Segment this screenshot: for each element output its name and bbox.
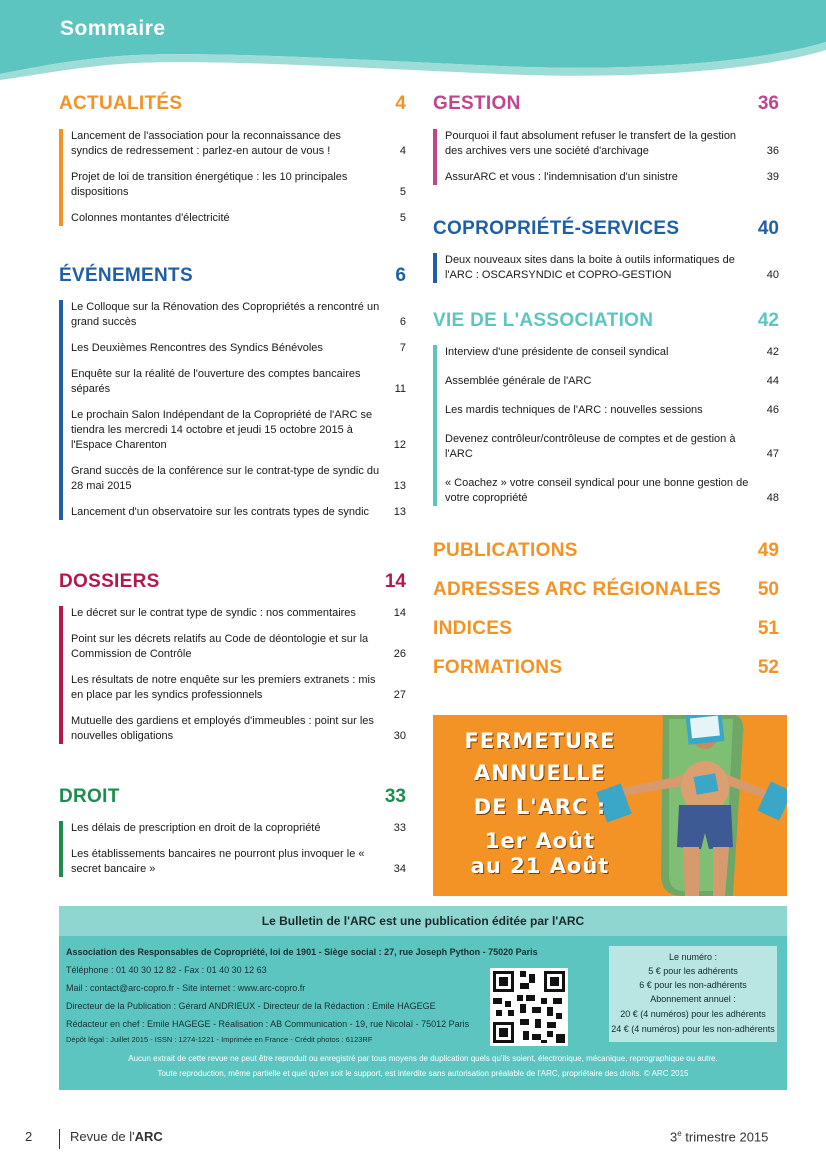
copyright-notice: Aucun extrait de cette revue ne peut être reproduit ou enregistré par tous moyens de duplication quels qu'ils soient, électronique, mécanique, reprographique ou autre. (128, 1054, 718, 1063)
info-line: Téléphone : 01 40 30 12 82 - Fax : 01 40 30 12 63 (66, 965, 267, 975)
toc-entry-page: 33 (393, 822, 406, 834)
toc-entry[interactable] (71, 632, 406, 662)
toc-entry-text: Mutuelle des gardiens et employés d'immeubles : point sur les nouvelles obligations (71, 715, 374, 742)
promo-line: au 21 Août (470, 854, 610, 878)
toc-entry-page: 6 (399, 316, 406, 328)
toc-entry-text: Les mardis techniques de l'ARC : nouvelles sessions (445, 404, 703, 416)
issue-label (670, 1129, 768, 1144)
section-page-number: 33 (384, 786, 406, 807)
section-color-bar (433, 253, 437, 283)
section-page-number: 51 (757, 618, 779, 639)
toc-entry[interactable] (71, 606, 406, 621)
toc-entry-page: 30 (393, 730, 406, 742)
toc-entry-text: « Coachez » votre conseil syndical pour une bonne gestion de votre copropriété (445, 477, 749, 504)
section-copropriete-services (433, 218, 779, 283)
section-title[interactable]: DOSSIERS (59, 571, 160, 592)
toc-entry-text: Devenez contrôleur/contrôleuse de comptes et de gestion à l'ARC (445, 433, 736, 460)
info-line[interactable]: Mail : contact@arc-copro.fr - Site internet : www.arc-copro.fr (66, 983, 306, 993)
promo-line: 1er Août (484, 829, 596, 853)
qr-code[interactable] (490, 968, 568, 1046)
issue-period: trimestre 2015 (681, 1129, 769, 1145)
toc-entry[interactable] (71, 408, 406, 453)
toc-entry[interactable] (71, 847, 406, 877)
toc-link-adresses[interactable] (433, 579, 779, 605)
toc-entry[interactable] (445, 129, 779, 159)
copyright-notice: Toute reproduction, même partielle et quel qu'en soit le support, est interdite sans autorisation préalable de l'ARC, propriétaire des droits. © ARC 2015 (157, 1069, 689, 1078)
publication-info-title: Le Bulletin de l'ARC est une publication éditée par l'ARC (261, 914, 585, 928)
toc-entry[interactable] (71, 673, 406, 703)
price-line: 6 € pour les non-adhérents (639, 980, 747, 990)
toc-entry-text: Grand succès de la conférence sur le contrat-type de syndic du 28 mai 2015 (71, 465, 380, 492)
price-line: Abonnement annuel : (650, 994, 736, 1004)
toc-entry[interactable] (71, 129, 406, 159)
toc-entry-page: 14 (393, 607, 406, 619)
toc-entry[interactable] (445, 432, 779, 462)
section-title: FORMATIONS (433, 657, 563, 678)
info-line: Directeur de la Publication : Gérard ANDRIEUX - Directeur de la Rédaction : Emile HAGEGE (66, 1001, 436, 1011)
section-page-number: 50 (757, 579, 779, 600)
section-actualites (59, 93, 406, 226)
section-color-bar (433, 129, 437, 185)
toc-entry-page: 40 (766, 269, 779, 281)
toc-entry-page: 36 (766, 145, 779, 157)
section-page-number: 42 (757, 310, 779, 331)
toc-entry[interactable] (445, 374, 779, 389)
section-vie-association (433, 310, 779, 506)
toc-entry-text: Interview d'une présidente de conseil syndical (445, 346, 669, 358)
toc-entry-text: Lancement de l'association pour la reconnaissance des syndics de redressement : parlez-en autour de vous ! (71, 130, 341, 157)
toc-entry[interactable] (71, 367, 406, 397)
toc-entry-text: Les résultats de notre enquête sur les premiers extranets : mis en place par les syndics professionnels (71, 674, 376, 701)
issue-number: 3 (670, 1129, 678, 1145)
issue-ordinal: e (677, 1129, 682, 1138)
toc-entry-text: Deux nouveaux sites dans la boite à outils informatiques de l'ARC : OSCARSYNDIC et COPRO-GESTION (445, 254, 735, 281)
price-line: Le numéro : (668, 952, 718, 962)
toc-entry-text: Lancement d'un observatoire sur les contrats types de syndic (71, 506, 370, 518)
toc-entry-page: 34 (393, 863, 406, 875)
section-page-number: 6 (395, 265, 406, 286)
page-title: Sommaire (60, 17, 166, 40)
section-page-number: 49 (757, 540, 779, 561)
toc-entry-page: 46 (766, 404, 779, 416)
toc-entry-page: 44 (766, 375, 779, 387)
toc-entry[interactable] (71, 505, 406, 520)
toc-entry[interactable] (71, 714, 406, 744)
section-color-bar (59, 606, 63, 744)
info-line: Association des Responsables de Copropriété, loi de 1901 - Siège social : 27, rue Joseph Python - 75020 Paris (66, 947, 538, 957)
toc-entry-page: 48 (766, 492, 779, 504)
section-title[interactable]: GESTION (433, 93, 521, 114)
toc-entry-text: Assemblée générale de l'ARC (445, 375, 592, 387)
toc-entry-text: AssurARC et vous : l'indemnisation d'un sinistre (445, 171, 678, 183)
section-droit (59, 786, 406, 877)
section-title: INDICES (433, 618, 513, 639)
toc-entry-text: Les délais de prescription en droit de la copropriété (71, 822, 321, 834)
toc-entry-page: 7 (399, 342, 406, 354)
toc-entry-page: 39 (766, 171, 779, 183)
section-gestion (433, 93, 779, 185)
toc-entry[interactable] (445, 253, 779, 283)
footer-divider (59, 1129, 60, 1149)
section-page-number: 36 (757, 93, 779, 114)
section-page-number: 4 (395, 93, 406, 114)
section-title[interactable]: DROIT (59, 786, 120, 807)
toc-entry-page: 12 (393, 439, 406, 451)
toc-entry-text: Pourquoi il faut absolument refuser le transfert de la gestion des archives vers une société d'archivage (445, 130, 737, 157)
section-title[interactable]: COPROPRIÉTÉ-SERVICES (433, 218, 680, 239)
toc-entry-text: Les Deuxièmes Rencontres des Syndics Bénévoles (71, 342, 323, 354)
toc-entry-text: Point sur les décrets relatifs au Code de déontologie et sur la Commission de Contrôle (71, 633, 369, 660)
toc-entry-page: 27 (393, 689, 406, 701)
section-title: PUBLICATIONS (433, 540, 578, 561)
closure-announcement (433, 715, 787, 896)
toc-entry-page: 26 (393, 648, 406, 660)
section-title[interactable]: VIE DE L'ASSOCIATION (433, 310, 654, 331)
toc-entry[interactable] (71, 341, 406, 356)
toc-entry-page: 5 (399, 186, 406, 198)
toc-entry-page: 47 (766, 448, 779, 460)
toc-entry-text: Enquête sur la réalité de l'ouverture des comptes bancaires séparés (71, 368, 361, 395)
page-header (0, 0, 826, 80)
info-line: Dépôt légal : Juillet 2015 - ISSN : 1274-1221 - Imprimée en France - Crédit photos : 6123RF (66, 1035, 373, 1044)
section-color-bar (59, 129, 63, 226)
section-title: ADRESSES ARC RÉGIONALES (433, 579, 722, 600)
toc-entry-page: 13 (393, 480, 406, 492)
toc-entry-text: Projet de loi de transition énergétique : les 10 principales dispositions (71, 171, 348, 198)
toc-entry[interactable] (71, 211, 406, 226)
section-evenements (59, 265, 406, 520)
publication-name-text: Revue de l' (70, 1129, 135, 1144)
toc-entry-text: Colonnes montantes d'électricité (71, 212, 230, 224)
info-line: Rédacteur en chef : Emile HAGEGE - Réalisation : AB Communication - 19, rue Nicolaï - 75012 Paris (66, 1019, 470, 1029)
toc-entry-page: 13 (393, 506, 406, 518)
section-color-bar (59, 821, 63, 877)
section-dossiers (59, 571, 406, 744)
price-line: 5 € pour les adhérents (648, 966, 738, 976)
toc-entry[interactable] (71, 300, 406, 330)
promo-line: FERMETURE (464, 729, 616, 753)
toc-entry-text: Le prochain Salon Indépendant de la Copropriété de l'ARC se tiendra les mercredi 14 octobre et jeudi 15 octobre 2015 à l'Espace Charenton (71, 409, 373, 451)
toc-entry[interactable] (445, 170, 779, 185)
section-page-number: 14 (384, 571, 406, 592)
promo-line: ANNUELLE (474, 761, 606, 785)
toc-entry-text: Les établissements bancaires ne pourront plus invoquer le « secret bancaire » (71, 848, 365, 875)
section-title[interactable]: ACTUALITÉS (59, 93, 183, 114)
toc-entry[interactable] (71, 170, 406, 200)
toc-entry[interactable] (445, 403, 779, 418)
price-line: 24 € (4 numéros) pour les non-adhérents (611, 1024, 775, 1034)
toc-entry-page: 4 (399, 145, 406, 157)
publication-name-bold: ARC (134, 1129, 163, 1144)
toc-entry[interactable] (445, 476, 779, 506)
toc-entry-page: 5 (399, 212, 406, 224)
toc-link-indices[interactable] (433, 618, 779, 644)
section-title[interactable]: ÉVÉNEMENTS (59, 265, 193, 286)
price-line: 20 € (4 numéros) pour les adhérents (620, 1009, 766, 1019)
toc-entry[interactable] (71, 464, 406, 494)
toc-entry[interactable] (71, 821, 406, 836)
toc-link-formations[interactable] (433, 657, 779, 683)
toc-entry-page: 11 (394, 383, 406, 395)
qr-code-graphic (490, 968, 568, 1046)
section-page-number: 40 (757, 218, 779, 239)
section-color-bar (59, 300, 63, 520)
section-page-number: 52 (757, 657, 779, 678)
toc-entry-text: Le Colloque sur la Rénovation des Copropriétés a rencontré un grand succès (71, 301, 380, 328)
toc-entry[interactable] (445, 345, 779, 360)
promo-line: DE L'ARC : (473, 795, 607, 819)
toc-entry-text: Le décret sur le contrat type de syndic : nos commentaires (71, 607, 356, 619)
publication-name (70, 1129, 163, 1144)
section-color-bar (433, 345, 437, 506)
toc-entry-page: 42 (766, 346, 779, 358)
toc-link-publications[interactable] (433, 540, 779, 566)
pricing-box (609, 946, 777, 1042)
page-number: 2 (25, 1129, 33, 1144)
publication-info-heading (59, 906, 787, 936)
